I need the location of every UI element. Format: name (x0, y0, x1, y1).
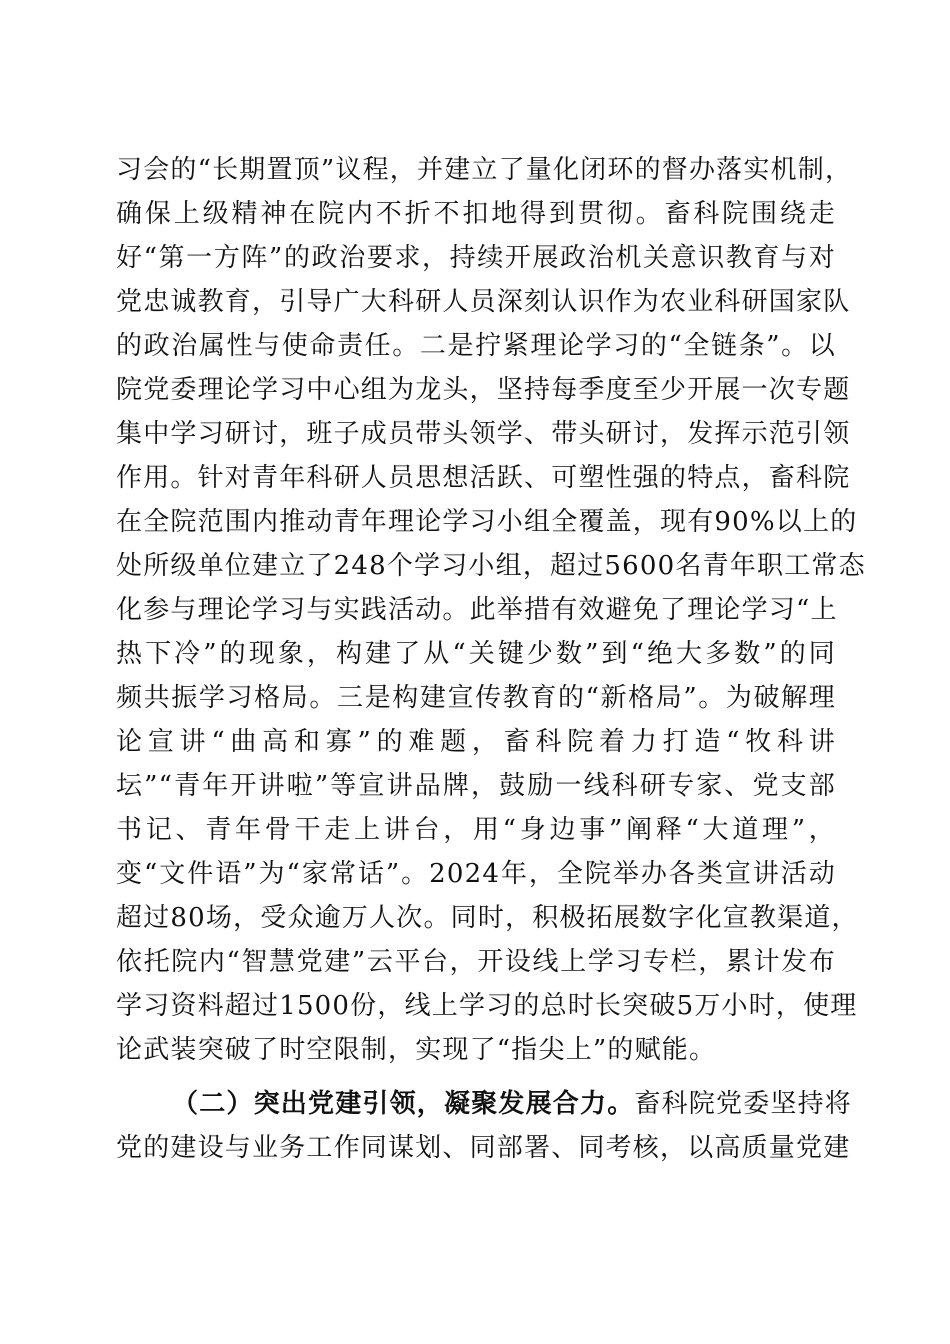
text-line: 党的建设与业务工作同谋划、同部署、同考核，以高质量党建 (116, 1133, 851, 1163)
text-line: 作用。针对青年科研人员思想活跃、可塑性强的特点，畜科院 (116, 463, 851, 493)
text-line: 依托院内“智慧党建”云平台，开设线上学习专栏，累计发布 (116, 947, 836, 977)
text-line: 热下冷”的现象，构建了从“关键少数”到“绝大多数”的同 (116, 639, 836, 669)
section-heading-tail: 畜科院党委坚持将 (634, 1089, 853, 1119)
text-line: 处所级单位建立了248个学习小组，超过5600名青年职工常态 (116, 551, 866, 581)
section-heading-line (116, 1082, 853, 1126)
text-line: 院党委理论学习中心组为龙头，坚持每季度至少开展一次专题 (116, 375, 851, 405)
text-line: 党忠诚教育，引导广大科研人员深刻认识作为农业科研国家队 (116, 287, 851, 317)
text-line: 书记、青年骨干走上讲台，用“身边事”阐释“大道理”， (116, 815, 836, 845)
text-line: 论宣讲“曲高和寡”的难题，畜科院着力打造“牧科讲 (116, 727, 836, 757)
text-line: 在全院范围内推动青年理论学习小组全覆盖，现有90%以上的 (116, 507, 858, 537)
text-line: 坛”“青年开讲啦”等宣讲品牌，鼓励一线科研专家、党支部 (116, 771, 836, 801)
text-line: 的政治属性与使命责任。二是拧紧理论学习的“全链条”。以 (116, 331, 836, 361)
text-line: 确保上级精神在院内不折不扣地得到贯彻。畜科院围绕走 (116, 199, 836, 229)
text-line: 化参与理论学习与实践活动。此举措有效避免了理论学习“上 (116, 595, 838, 625)
text-line: 好“第一方阵”的政治要求，持续开展政治机关意识教育与对 (116, 243, 836, 273)
text-line: 频共振学习格局。三是构建宣传教育的“新格局”。为破解理 (116, 683, 836, 713)
text-line: 习会的“长期置顶”议程，并建立了量化闭环的督办落实机制， (116, 155, 853, 185)
text-line: 超过80场，受众逾万人次。同时，积极拓展数字化宣教渠道， (116, 903, 859, 933)
text-line: 学习资料超过1500份，线上学习的总时长突破5万小时，使理 (116, 991, 858, 1021)
text-line: 论武装突破了时空限制，实现了“指尖上”的赋能。 (116, 1035, 717, 1065)
text-line: 集中学习研讨，班子成员带头领学、带头研讨，发挥示范引领 (116, 419, 851, 449)
section-heading: （二）突出党建引领，凝聚发展合力。 (172, 1089, 635, 1119)
text-line: 变“文件语”为“家常话”。2024年，全院举办各类宣讲活动 (116, 859, 836, 889)
